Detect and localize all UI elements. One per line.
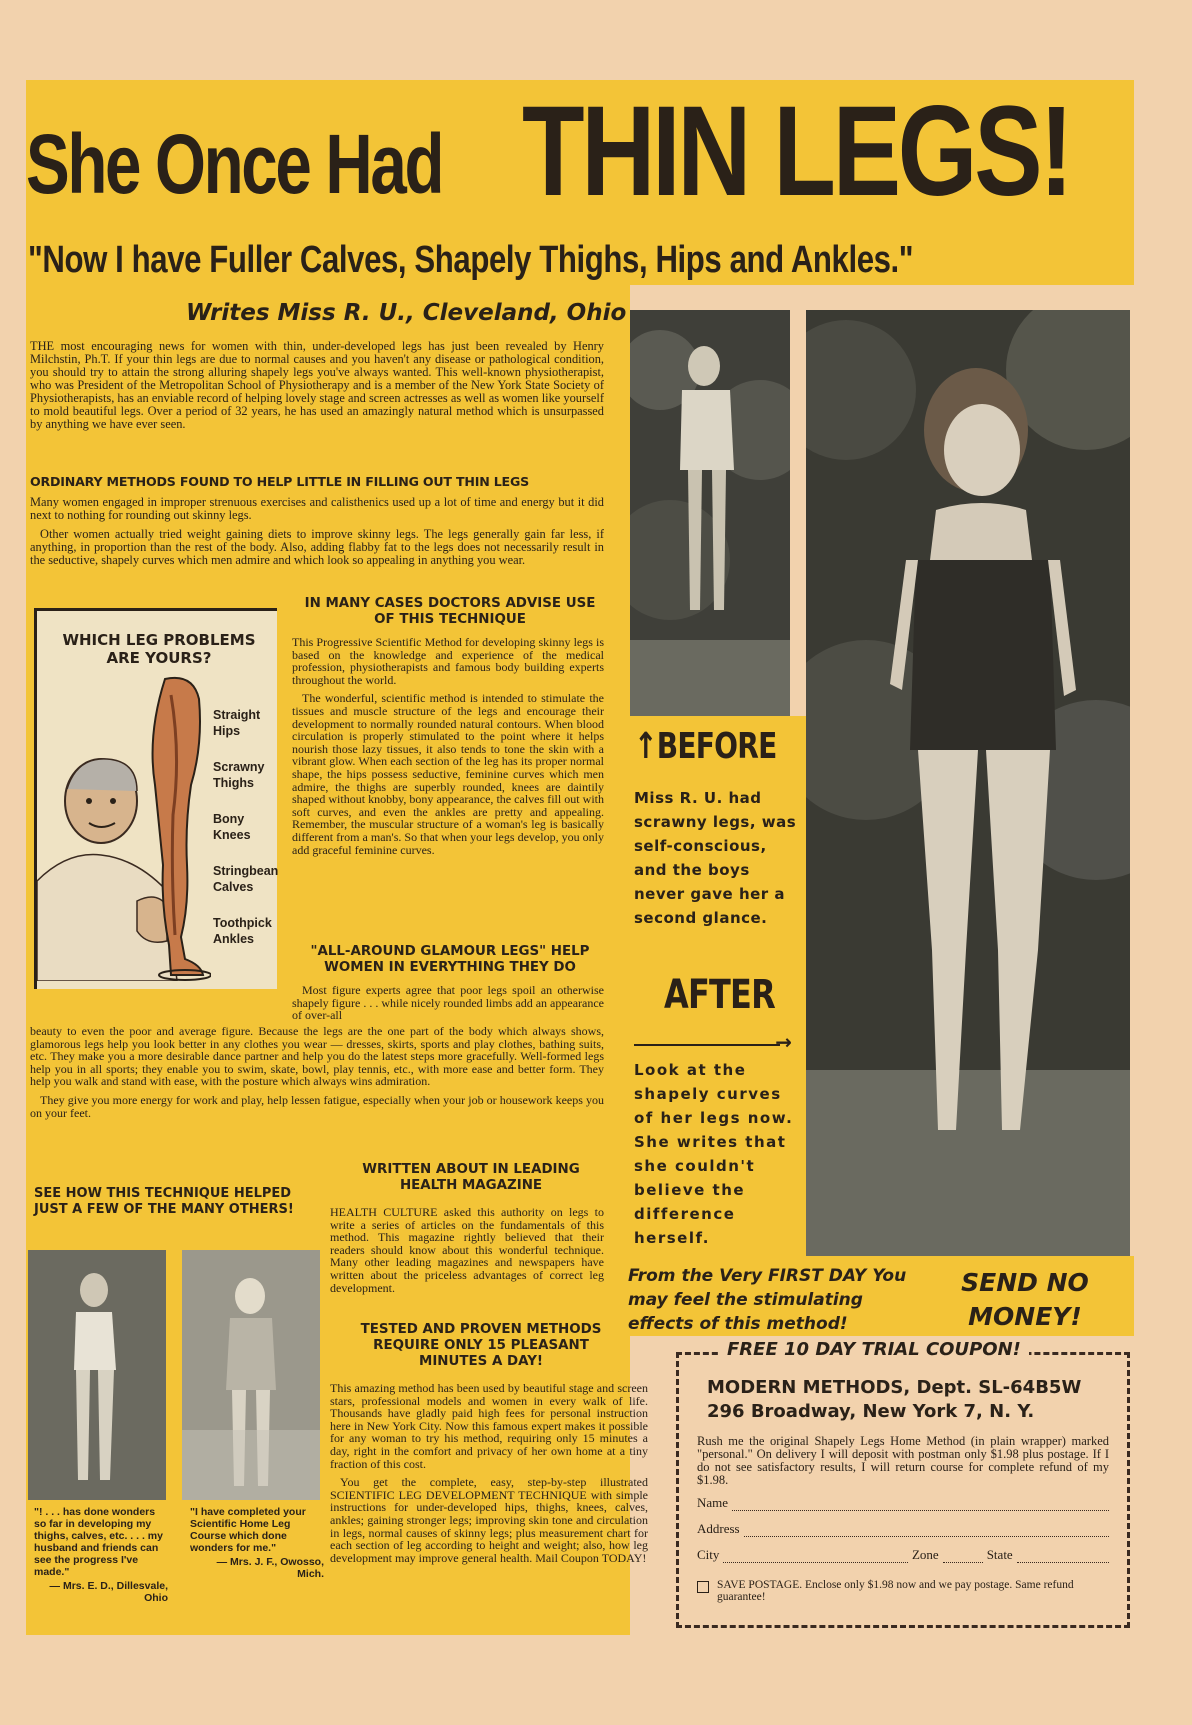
testimonial-left-author: — Mrs. E. D., Dillesvale, Ohio	[49, 1580, 168, 1604]
testimonial-right-author: — Mrs. J. F., Owosso, Mich.	[216, 1556, 324, 1580]
section5-heading: TESTED AND PROVEN METHODS REQUIRE ONLY 15 PLEASANT MINUTES A DAY!	[360, 1322, 602, 1369]
section3-heading: "ALL-AROUND GLAMOUR LEGS" HELP WOMEN IN EVERYTHING THEY DO	[310, 944, 590, 975]
zone-line[interactable]	[943, 1548, 983, 1563]
state-label: State	[986, 1547, 1013, 1562]
testimonial-right-text: "I have completed your Scientific Home Leg Course which done wonders for me."	[190, 1506, 306, 1554]
section4-body	[330, 1206, 604, 1300]
name-label: Name	[697, 1495, 729, 1510]
section1-body	[30, 496, 604, 573]
coupon-address-field[interactable]	[697, 1521, 1109, 1537]
section5-p1: This amazing method has been used by beautiful stage and screen stars, professional models and women in every walk of life. Thousands have gladly paid high fees for personal instruction here in New York City. Now this famous expert makes it possible for any woman to try his method, requiring only 15 minutes a day, right in the comfort and privacy of her own home at a tiny fraction of this cost.	[330, 1381, 648, 1471]
after-photo	[806, 310, 1130, 1256]
section4-p1: HEALTH CULTURE asked this authority on legs to write a series of articles on the fundamentals of this method. This magazine rightly believed that their readers should know about this wonderful technique. Many other leading magazines and newspapers have written about the priceless advantages of correct leg development.	[330, 1205, 604, 1295]
testimonial-photo-right	[182, 1250, 320, 1500]
leg-diagram	[141, 675, 211, 985]
section2-body	[292, 636, 604, 862]
save-postage-text: SAVE POSTAGE. Enclose only $1.98 now and we pay postage. Same refund guarantee!	[717, 1579, 1074, 1603]
testimonial-left-text: "! . . . has done wonders so far in developing my thighs, calves, etc. . . . my husband and friends can see the progress I've made."	[34, 1506, 163, 1578]
city-label: City	[697, 1547, 720, 1562]
testimonial-right-quote	[190, 1506, 324, 1580]
first-day-text: From the Very FIRST DAY You may feel the stimulating effects of this method!	[628, 1266, 907, 1334]
section1-heading: ORDINARY METHODS FOUND TO HELP LITTLE IN FILLING OUT THIN LEGS	[30, 474, 529, 489]
section5-body	[330, 1382, 648, 1570]
after-arrow	[634, 1030, 792, 1054]
address-label: Address	[697, 1521, 740, 1536]
testimonial-left-quote	[34, 1506, 168, 1604]
coupon-address: 296 Broadway, New York 7, N. Y.	[707, 1401, 1035, 1422]
coupon-city-field[interactable]	[697, 1547, 1109, 1563]
byline: Writes Miss R. U., Cleveland, Ohio	[186, 300, 627, 326]
leg-problems-title: WHICH LEG PROBLEMS ARE YOURS?	[62, 631, 256, 667]
section3-p2: They give you more energy for work and play, help lessen fatigue, especially when your job or housework keeps you on your feet.	[30, 1092, 604, 1120]
headline-part1: She Once Had	[26, 117, 443, 211]
save-postage-option[interactable]	[697, 1579, 1109, 1603]
send-no-money: SEND NO MONEY!	[961, 1268, 1089, 1331]
problem-item: Toothpick Ankles	[213, 916, 272, 946]
intro-text: THE most encouraging news for women with thin, under-developed legs has just been revealed by Henry Milchstin, Ph.T. If your thin legs are due to normal causes and you haven't any disease or pathological condition, you should try to attain the strong alluring shapely legs you've always wanted. This well-known physiotherapist, who was President of the Metropolitan School of Physiotherapy and is a member of the New York State Society of Physiotherapists, has an enviable record of helping lovely stage and screen actresses as well as women like yourself to mold beautiful legs. Over a period of 32 years, he has used an amazingly natural method which is unsurpassed by anything we have ever seen.	[30, 339, 604, 431]
section5-p2: You get the complete, easy, step-by-step illustrated SCIENTIFIC LEG DEVELOPMENT TECHNIQUE with simple instructions for under-developed hips, thighs, knees, calves, ankles; gaining stronger legs; improving skin tone and circulation in legs, normal causes of skinny legs; plus measurement chart for each section of leg according to height and weight; also, how leg development may improve general health. Mail Coupon TODAY!	[330, 1475, 648, 1565]
section2-heading: IN MANY CASES DOCTORS ADVISE USE OF THIS TECHNIQUE	[304, 596, 596, 627]
section4-heading: WRITTEN ABOUT IN LEADING HEALTH MAGAZINE	[362, 1162, 580, 1193]
before-photo	[630, 310, 790, 716]
after-text: Look at the shapely curves of her legs now. She writes that she couldn't believe the difference herself.	[634, 1061, 794, 1247]
section2-p1: This Progressive Scientific Method for developing skinny legs is based on the knowledge and experience of the medical profession, physiotherapists and famous body building experts throughout the world.	[292, 635, 604, 687]
section1-p1: Many women engaged in improper strenuous exercises and calisthenics used up a lot of time and energy but it did next to nothing for rounding out skinny legs.	[30, 495, 604, 522]
headline-part2: THIN LEGS!	[522, 80, 1071, 223]
section3-p1b: beauty to even the poor and average figure. Because the legs are the one part of the body which always shows, glamorous legs help you look better in any clothes you wear — dresses, skirts, sports and play clothes, bathing suits, etc. They make you a more desirable dance partner and help you do the latest steps more gracefully. Well-formed legs help you in all sports; they enable you to swim, skate, bowl, play tennis, etc., with more ease and better form. They help you walk and stand with ease, with the posture which always wins admiration.	[30, 1024, 604, 1089]
name-line[interactable]	[732, 1496, 1109, 1511]
problem-item: Straight Hips	[213, 708, 261, 738]
problem-item: Scrawny Thighs	[213, 760, 265, 790]
coupon-body: Rush me the original Shapely Legs Home Method (in plain wrapper) marked "personal." On delivery I will deposit with postman only $1.98 plus postage. If I do not see satisfactory results, I will return course for complete refund of my $1.98.	[697, 1434, 1109, 1487]
state-line[interactable]	[1017, 1548, 1109, 1563]
testimonial-photo-left	[28, 1250, 166, 1500]
section2-p2: The wonderful, scientific method is intended to stimulate the tissues and muscle structure of the legs and encourage their development to normally rounded natural contours. When blood circulation is properly stimulated to the point where it helps nourish those lazy tissues, it also tends to tone the skin with a vibrant glow. When each section of the leg has its proper normal shape, the hips possess seductive, feminine curves which men admire, the thighs are superbly rounded, knees are daintily shaped without knobby, bony appearance, the calves fill out with soft curves, and even the ankles are pretty and appealing. Remember, the muscular structure of a woman's leg is basically different from a man's. So that when your legs develop, you only add graceful feminine curves.	[292, 691, 604, 857]
section3-body	[30, 1025, 604, 1125]
before-label: ↑BEFORE	[634, 726, 777, 767]
save-postage-checkbox[interactable]	[697, 1581, 709, 1593]
problem-item: Stringbean Calves	[213, 864, 279, 894]
section3-p1a: Most figure experts agree that poor legs spoil an otherwise shapely figure . . . while nicely rounded limbs add an appearance of over-all	[292, 983, 604, 1023]
before-text: Miss R. U. had scrawny legs, was self-conscious, and the boys never gave her a second glance.	[634, 789, 797, 927]
problem-item: Bony Knees	[213, 812, 251, 842]
coupon-name-field[interactable]	[697, 1495, 1109, 1511]
coupon-company: MODERN METHODS, Dept. SL-64B5W	[707, 1377, 1082, 1398]
arrow-right-icon: →	[775, 1030, 792, 1054]
coupon[interactable]	[676, 1339, 1130, 1628]
intro-paragraph	[30, 340, 604, 437]
leg-problems-box	[34, 608, 277, 989]
coupon-title: FREE 10 DAY TRIAL COUPON!	[719, 1339, 1029, 1360]
city-line[interactable]	[723, 1548, 908, 1563]
problem-list	[213, 707, 279, 967]
zone-label: Zone	[911, 1547, 939, 1562]
after-label: AFTER	[664, 972, 775, 1018]
subhead: "Now I have Fuller Calves, Shapely Thighs, Hips and Ankles."	[28, 239, 914, 281]
address-line[interactable]	[744, 1522, 1109, 1537]
section1-p2: Other women actually tried weight gaining diets to improve skinny legs. The legs generally gain far less, if anything, in proportion than the rest of the body. Also, adding flabby fat to the legs does not necessarily result in the seductive, shapely curves which men admire and which look so appealing in anything you wear.	[30, 527, 604, 567]
testimonials-heading: SEE HOW THIS TECHNIQUE HELPED JUST A FEW OF THE MANY OTHERS!	[34, 1186, 294, 1217]
